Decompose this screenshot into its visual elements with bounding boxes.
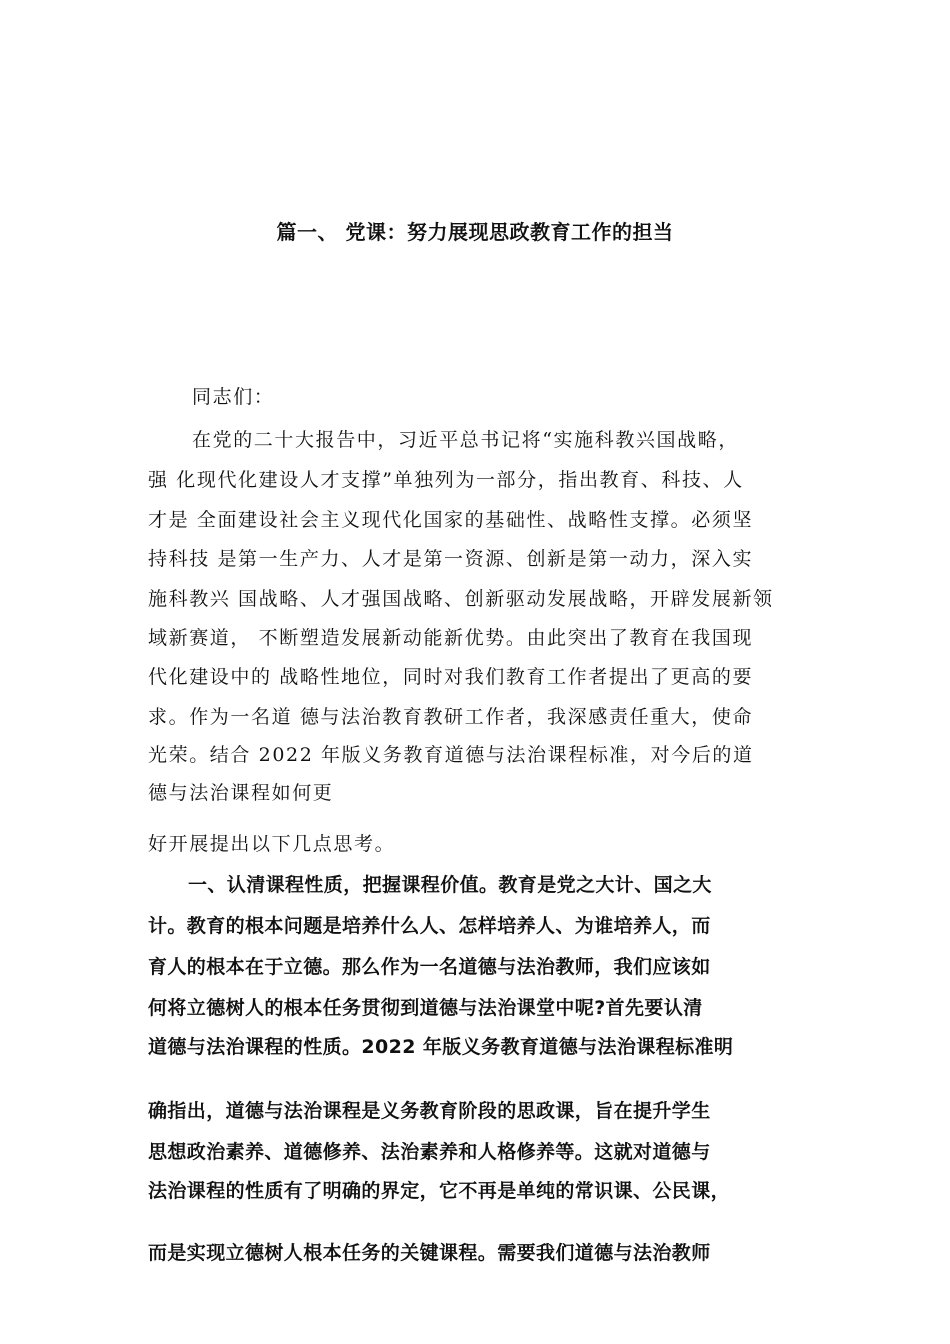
section-line: 而是实现立德树人根本任务的关键课程。需要我们道德与法治教师 xyxy=(148,1242,711,1264)
paragraph-line: 代化建设中的 战略性地位，同时对我们教育工作者提出了更高的要 xyxy=(148,666,754,688)
paragraph-line: 持科技 是第一生产力、人才是第一资源、创新是第一动力，深入实 xyxy=(148,548,754,570)
section-line: 何将立德树人的根本任务贯彻到道德与法治课堂中呢?首先要认清 xyxy=(148,997,703,1019)
section-line: 道德与法治课程的性质。2022 年版义务教育道德与法治课程标准明 xyxy=(148,1036,734,1058)
section-line: 确指出，道德与法治课程是义务教育阶段的思政课，旨在提升学生 xyxy=(148,1100,711,1122)
paragraph-line: 施科教兴 国战略、人才强国战略、创新驱动发展战略，开辟发展新领 xyxy=(148,588,774,610)
section-line: 法治课程的性质有了明确的界定，它不再是单纯的常识课、公民课， xyxy=(148,1180,731,1202)
section-line: 思想政治素养、道德修养、法治素养和人格修养等。这就对道德与 xyxy=(148,1141,711,1163)
paragraph-line: 求。作为一名道 德与法治教育教研工作者，我深感责任重大，使命 xyxy=(148,706,754,728)
section-line: 育人的根本在于立德。那么作为一名道德与法治教师，我们应该如 xyxy=(148,956,711,978)
paragraph-line: 强 化现代化建设人才支撑”单独列为一部分，指出教育、科技、人 xyxy=(148,469,744,491)
document-title: 篇一、 党课：努力展现思政教育工作的担当 xyxy=(276,220,674,244)
paragraph-line: 德与法治课程如何更 xyxy=(148,782,334,804)
paragraph-line: 域新赛道， 不断塑造发展新动能新优势。由此突出了教育在我国现 xyxy=(148,627,754,649)
paragraph-line: 才是 全面建设社会主义现代化国家的基础性、战略性支撑。必须坚 xyxy=(148,509,754,531)
section-line: 一、认清课程性质，把握课程价值。教育是党之大计、国之大 xyxy=(188,874,712,896)
section-line: 计。教育的根本问题是培养什么人、怎样培养人、为谁培养人，而 xyxy=(148,915,711,937)
paragraph-line: 光荣。结合 2022 年版义务教育道德与法治课程标准，对今后的道 xyxy=(148,744,754,766)
salutation: 同志们： xyxy=(192,386,275,408)
paragraph-line: 好开展提出以下几点思考。 xyxy=(148,833,396,855)
paragraph-line: 在党的二十大报告中，习近平总书记将“实施科教兴国战略， xyxy=(192,429,739,451)
